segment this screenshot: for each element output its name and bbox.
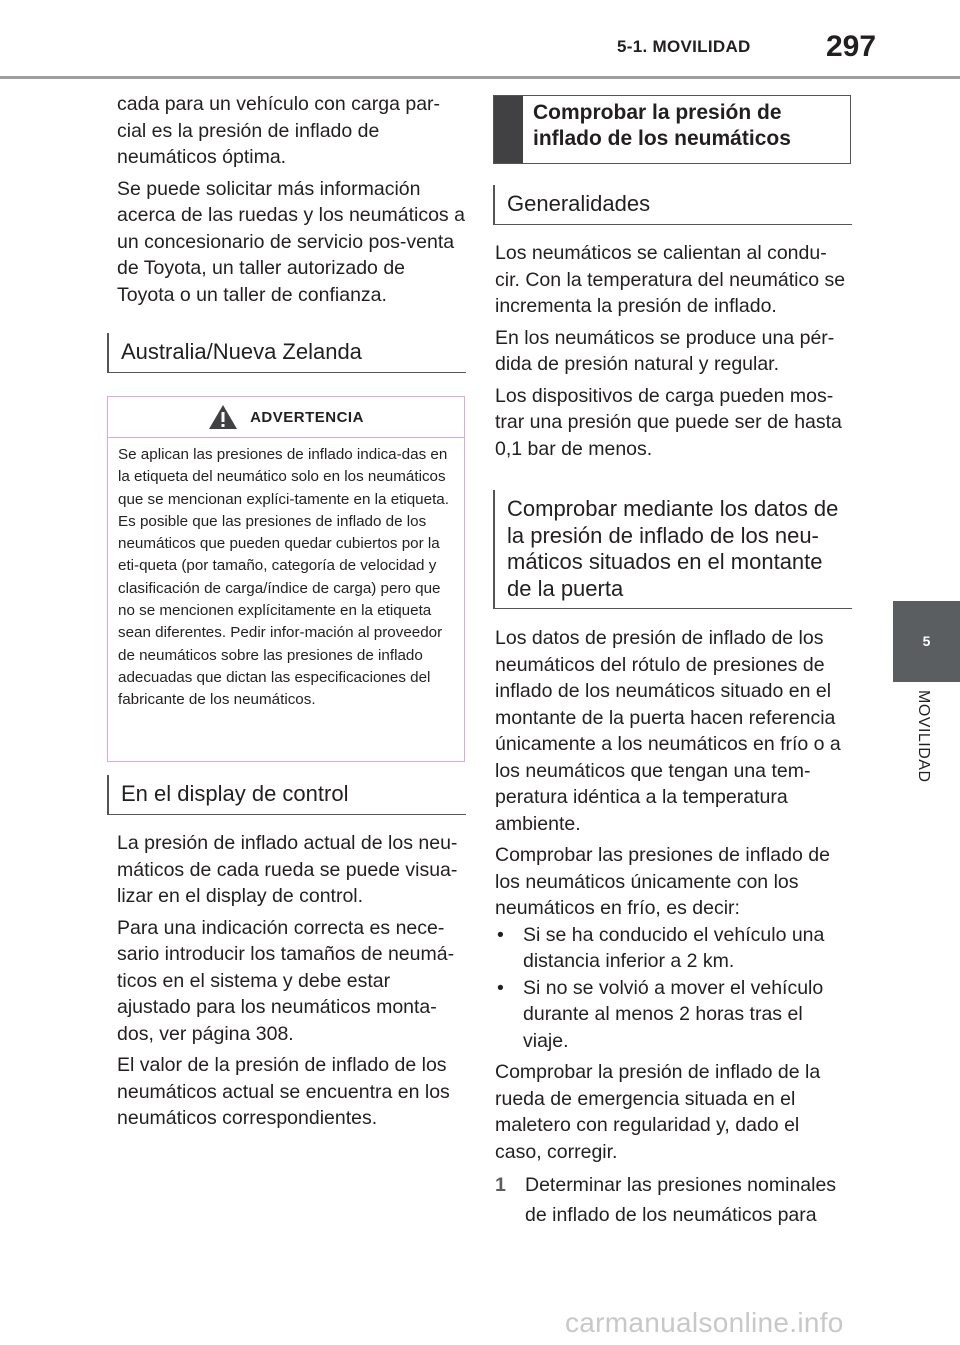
bullet-icon: • bbox=[497, 976, 504, 999]
warning-title: ADVERTENCIA bbox=[250, 408, 364, 426]
subhead-general-text: Generalidades bbox=[507, 191, 651, 216]
section-title: 5-1. MOVILIDAD bbox=[617, 37, 751, 56]
general-paragraph-2: En los neumáticos se produce una pér-dida de presión natural y regular. bbox=[495, 326, 835, 375]
bullet-text-2: Si no se volvió a mover el vehículo durante al menos 2 horas tras el viaje. bbox=[523, 976, 824, 1052]
general-paragraph-3: Los dispositivos de carga pueden mos-trar una presión que puede ser de hasta 0,1 bar de menos. bbox=[495, 384, 842, 460]
watermark: carmanualsonline.info bbox=[565, 1307, 844, 1338]
intro-paragraph-1: cada para un vehículo con carga par-cial es la presión de inflado de neumáticos óptima. bbox=[117, 93, 441, 168]
display-paragraph-2: Para una indicación correcta es nece-sario introducir los tamaños de neumá-ticos en el sistema y debe estar ajustado para los neumáticos monta-dos, ver página 308. bbox=[117, 916, 455, 1045]
step-number: 1 bbox=[495, 1174, 506, 1196]
step-text: Determinar las presiones nominales de inflado de los neumáticos para bbox=[525, 1174, 837, 1226]
subhead-australia bbox=[107, 333, 466, 373]
warning-body: Se aplican las presiones de inflado indica-das en la etiqueta del neumático solo en los neumáticos que se mencionan explíci-tamente en la etiqueta. Es posible que las presiones de inflado de los neumáticos que pueden quedar cubiertos por la eti-queta (por tamaño, categoría de velocidad y clasificación de carga/índice de carga) pero que no se mencionen explícitamente en la etiqueta sean diferentes. Pedir infor-mación al proveedor de neumáticos sobre las presiones de inflado adecuadas que dictan las especificaciones del fabricante de los neumáticos. bbox=[118, 446, 449, 709]
page-number: 297 bbox=[826, 30, 877, 63]
subhead-door bbox=[493, 490, 852, 609]
chapter-tab[interactable]: 5 bbox=[893, 601, 960, 682]
warning-box bbox=[107, 396, 465, 762]
spare-paragraph: Comprobar la presión de inflado de la rueda de emergencia situada en el maletero con regularidad y, dado el caso, corregir. bbox=[495, 1061, 821, 1163]
bullet-icon: • bbox=[497, 923, 504, 946]
subhead-general bbox=[493, 185, 852, 225]
list-item bbox=[495, 975, 847, 1055]
display-paragraph-3: El valor de la presión de inflado de los neumáticos actual se encuentra en los neumáticos correspondientes. bbox=[117, 1054, 450, 1129]
display-text bbox=[117, 830, 467, 1137]
display-paragraph-1: La presión de inflado actual de los neu-máticos de cada rueda se puede visua-lizar en el display de control. bbox=[117, 832, 458, 907]
list-item bbox=[495, 922, 847, 975]
door-paragraph-1: Los datos de presión de inflado de los neumáticos del rótulo de presiones de inflado de los neumáticos situado en el montante de la puerta hacen referencia únicamente a los neumáticos en frío o a los neumáticos que tengan una tem-peratura idéntica a la temperatura ambiente. bbox=[495, 627, 841, 835]
warning-header bbox=[108, 397, 464, 438]
intro-paragraph-2: Se puede solicitar más información acerca de las ruedas y los neumáticos a un concesionario de servicio pos-venta de Toyota, un taller autorizado de Toyota o un taller de confianza. bbox=[117, 177, 465, 306]
subhead-door-text: Comprobar mediante los datos de la presión de inflado de los neu-máticos situados en el montante de la puerta bbox=[507, 496, 839, 601]
header-rule bbox=[0, 76, 960, 79]
bullet-text-1: Si se ha conducido el vehículo una distancia inferior a 2 km. bbox=[523, 923, 825, 972]
door-paragraph-2: Comprobar las presiones de inflado de los neumáticos únicamente con los neumáticos en frío, es decir: bbox=[495, 844, 830, 919]
warning-triangle-icon bbox=[208, 404, 238, 430]
subhead-display bbox=[107, 775, 466, 815]
general-text bbox=[495, 240, 847, 467]
step-item bbox=[495, 1170, 847, 1230]
main-heading-box bbox=[493, 95, 851, 164]
door-text bbox=[495, 625, 847, 1230]
general-paragraph-1: Los neumáticos se calientan al condu-cir. Con la temperatura del neumático se incrementa la presión de inflado. bbox=[495, 242, 846, 317]
heading-bar bbox=[494, 96, 523, 163]
left-column bbox=[117, 91, 465, 313]
chapter-label: MOVILIDAD bbox=[915, 690, 932, 783]
subhead-australia-text: Australia/Nueva Zelanda bbox=[121, 339, 362, 364]
subhead-display-text: En el display de control bbox=[121, 781, 349, 806]
main-heading: Comprobar la presión de inflado de los neumáticos bbox=[533, 101, 791, 150]
